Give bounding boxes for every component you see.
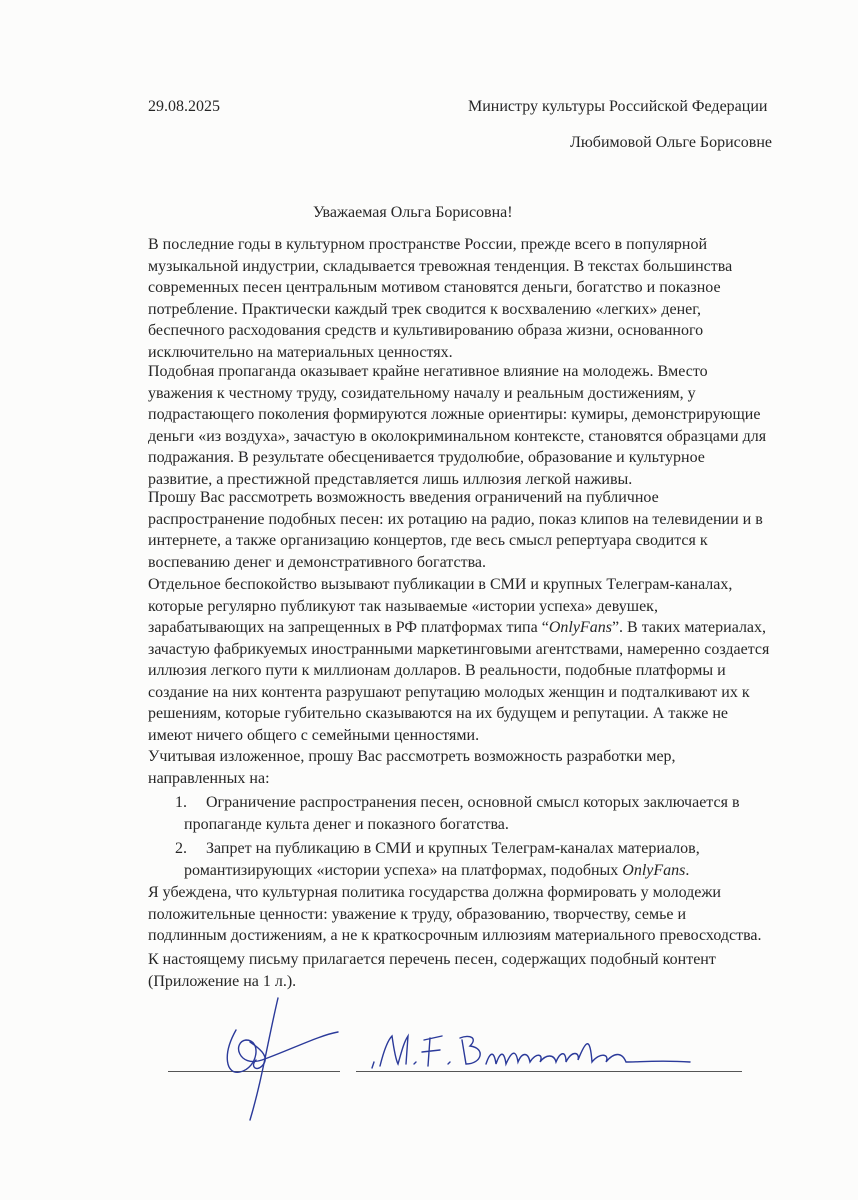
text-segment: исключительно на материальных ценностях. [148,343,453,361]
text-segment: зачастую фабрикуемых иностранными маркетинговыми агентствами, намеренно создается [148,640,770,658]
text-segment: интернете, а также организацию концертов, где весь смысл репертуара сводится к [148,532,708,549]
text-segment: развитие, а престижной представляется лишь иллюзия легкой наживы. [148,470,633,488]
text-segment: К настоящему письму прилагается перечень песен, содержащих подобный контент [148,951,716,968]
text-segment: деньги «из воздуха», зачастую в околокриминальном контексте, становятся образцами для [148,427,767,445]
italic-text: OnlyFans [548,619,612,636]
text-segment: музыкальной индустрии, складывается тревожная тенденция. В текстах большинства [148,257,733,275]
text-segment: беспечного расходования средств и культивированию образа жизни, основанного [148,322,704,339]
text-segment: подражания. В результате обесценивается трудолюбие, образование и культурное [148,449,705,466]
text-segment: подлинным достижениям, а не к краткосрочным иллюзиям материального превосходства. [148,927,762,944]
text-segment: направленных на: [148,769,270,787]
text-segment: (Приложение на 1 л.). [148,972,297,990]
text-segment: распространение подобных песен: их ротацию на радио, показ клипов на телевидении и в [148,510,763,528]
letter-date: 29.08.2025 [148,98,220,115]
text-segment: Учитывая изложенное, прошу Вас рассмотреть возможность разработки мер, [148,748,676,765]
text-segment: романтизирующих «истории успеха» на платформах, подобных [184,861,623,879]
text-segment: Запрет на публикацию в СМИ и крупных Телеграм-каналах материалов, [206,840,700,857]
text-segment: Ограничение распространения песен, основной смысл которых заключается в [206,794,740,811]
text-segment: потребление. Практически каждый трек сводится к восхвалению «легких» денег, [148,300,701,318]
text-segment: . [685,861,690,879]
addressee-title: Министру культуры Российской Федерации [468,98,768,115]
text-segment: иллюзия легкого пути к миллионам долларов. В реальности, подобные платформы и [148,662,726,679]
text-segment: решениям, которые губительно сказываются на их будущем и репутации. А также не [148,705,729,722]
text-segment: которые регулярно публикуют так называемые «истории успеха» девушек, [148,597,658,615]
text-segment: Подобная пропаганда оказывает крайне негативное влияние на молодежь. Вместо [148,363,708,380]
salutation: Уважаемая Ольга Борисовна! [313,204,513,221]
list-number: 2. [175,840,187,857]
text-segment: В последние годы в культурном пространстве России, прежде всего в популярной [148,236,708,253]
text-segment: ”. В таких материалах, [611,619,767,636]
list-number: 1. [175,794,187,811]
text-segment: имеют ничего общего с семейными ценностями. [148,726,480,744]
text-segment: Я убеждена, что культурная политика государства должна формировать у молодежи [148,884,721,901]
addressee-name: Любимовой Ольге Борисовне [570,134,772,151]
text-segment: воспеванию денег и демонстративного богатства. [148,553,487,571]
text-segment: зарабатывающих на запрещенных в РФ платформах типа “ [148,619,549,636]
text-segment: современных песен центральным мотивом становятся деньги, богатство и показное [148,279,721,296]
italic-text: OnlyFans [622,861,686,879]
text-segment: Прошу Вас рассмотреть возможность введения ограничений на публичное [148,489,659,506]
text-segment: подрастающего поколения формируются ложные ориентиры: кумиры, демонстрирующие [148,406,761,423]
text-segment: положительные ценности: уважение к труду, образованию, творчеству, семье и [148,905,687,923]
text-segment: Отдельное беспокойство вызывают публикации в СМИ и крупных Телеграм-каналах, [148,576,733,593]
text-segment: уважения к честному труду, созидательному началу и реальным достижениям, у [148,384,696,402]
text-segment: пропаганде культа денег и показного богатства. [184,815,509,833]
text-segment: создание на них контента разрушают репутацию молодых женщин и подталкивают их к [148,683,750,701]
